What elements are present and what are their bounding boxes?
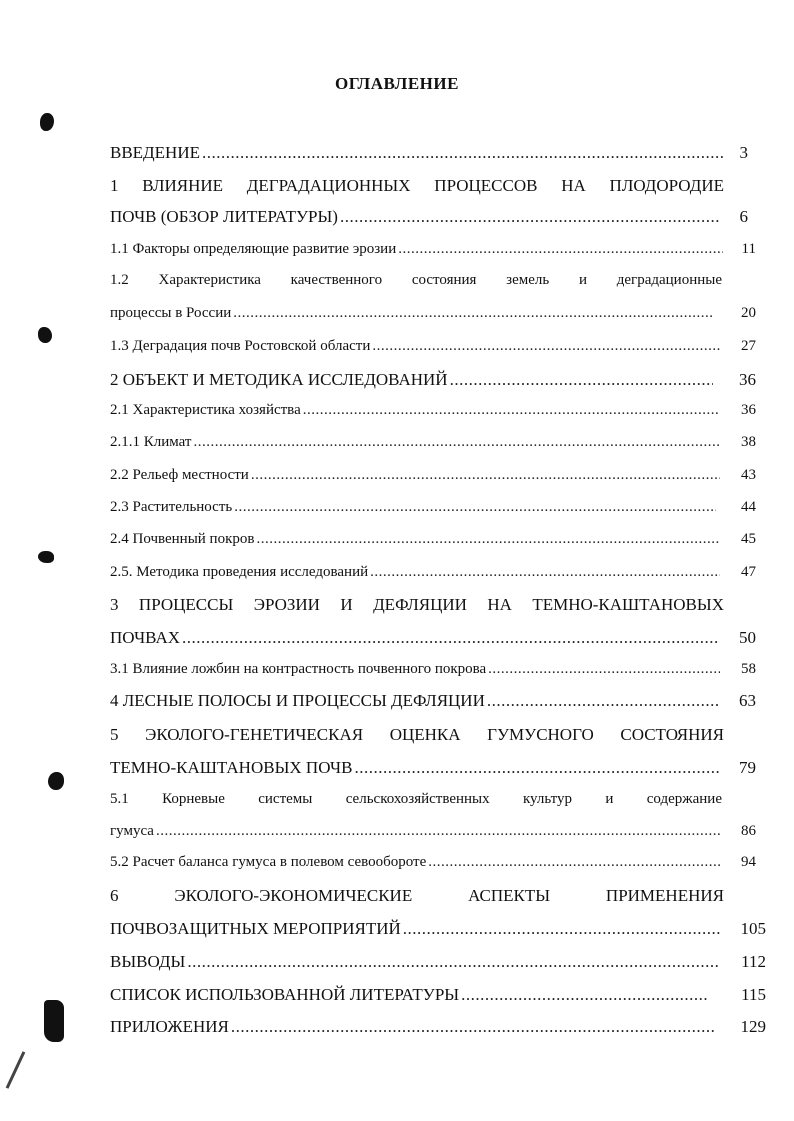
toc-entry-title-line1: 5.1 Корневые системы сельскохозяйственных культур и содержание: [110, 791, 722, 807]
toc-entry-title-line2: ПОЧВОЗАЩИТНЫХ МЕРОПРИЯТИЙ: [110, 919, 401, 938]
toc-page-number: 94: [741, 854, 756, 870]
toc-entry-title: 1.3 Деградация почв Ростовской области: [110, 338, 371, 354]
toc-entry: [110, 985, 710, 1007]
toc-entry: [110, 241, 725, 263]
toc-entry: [110, 919, 722, 941]
toc-entry: [110, 305, 716, 327]
toc-entry: [110, 402, 722, 424]
toc-page-number: 20: [741, 305, 756, 321]
toc-entry: [110, 207, 722, 229]
toc-entry-title: СПИСОК ИСПОЛЬЗОВАННОЙ ЛИТЕРАТУРЫ: [110, 985, 460, 1004]
toc-entry-title-line1: 3 ПРОЦЕССЫ ЭРОЗИИ И ДЕФЛЯЦИИ НА ТЕМНО-КАШТАНОВЫХ: [110, 595, 724, 614]
toc-entry-title-line1: 5 ЭКОЛОГО-ГЕНЕТИЧЕСКАЯ ОЦЕНКА ГУМУСНОГО СОСТОЯНИЯ: [110, 725, 724, 744]
toc-page-number: 50: [739, 628, 756, 647]
toc-page-number: 47: [741, 564, 756, 580]
toc-entry: [110, 467, 722, 489]
toc-page-number: 45: [741, 531, 756, 547]
toc-entry-title-line2: ПОЧВ (ОБЗОР ЛИТЕРАТУРЫ): [110, 207, 338, 226]
toc-page-number: 79: [739, 758, 756, 777]
toc-entry: [110, 691, 722, 713]
toc-entry-title: 2 ОБЪЕКТ И МЕТОДИКА ИССЛЕДОВАНИЙ: [110, 370, 448, 389]
toc-entry-title: 3.1 Влияние ложбин на контрастность почвенного покрова: [110, 661, 487, 677]
toc-page-number: 105: [740, 919, 766, 938]
page-title: ОГЛАВЛЕНИЕ: [335, 74, 459, 93]
toc-page-number: 112: [741, 952, 766, 971]
scan-smudge: [38, 327, 52, 343]
scan-smudge: [48, 772, 64, 790]
toc-entry: [110, 338, 722, 360]
toc-entry-title: ВВЕДЕНИЕ: [110, 143, 200, 162]
toc-entry-title-line1: 1.2 Характеристика качественного состояния земель и деградационные: [110, 272, 722, 288]
toc-page-number: 43: [741, 467, 756, 483]
toc-page-number: 6: [739, 207, 748, 226]
toc-entry: [110, 434, 722, 456]
toc-entry: [110, 499, 718, 521]
toc-page-number: 27: [741, 338, 756, 354]
toc-entry-title: 2.4 Почвенный покров: [110, 531, 255, 547]
toc-entry: [110, 531, 722, 553]
toc-entry-title: 5.2 Расчет баланса гумуса в полевом севообороте: [110, 854, 427, 870]
toc-entry: [110, 661, 722, 683]
toc-page-number: 36: [741, 402, 756, 418]
toc-entry: [110, 823, 722, 845]
toc-entry-title: 2.2 Рельеф местности: [110, 467, 249, 483]
toc-page-number: 115: [741, 985, 766, 1004]
toc-entry: [110, 758, 722, 780]
toc-entry-title-line1: 1 ВЛИЯНИЕ ДЕГРАДАЦИОННЫХ ПРОЦЕССОВ НА ПЛОДОРОДИЕ: [110, 176, 724, 195]
toc-entry: [110, 628, 722, 650]
toc-entry-title: 1.1 Факторы определяющие развитие эрозии: [110, 241, 397, 257]
toc-page-number: 36: [739, 370, 756, 389]
toc-page-number: 11: [741, 241, 756, 257]
toc-entry-title: 2.5. Методика проведения исследований: [110, 564, 369, 580]
toc-entry-title-line1: 6 ЭКОЛОГО-ЭКОНОМИЧЕСКИЕ АСПЕКТЫ ПРИМЕНЕНИЯ: [110, 886, 724, 905]
toc-entry-title: 2.3 Растительность: [110, 499, 233, 515]
toc-entry-title: ПРИЛОЖЕНИЯ: [110, 1017, 229, 1036]
toc-page-number: 63: [739, 691, 756, 710]
toc-entry-title: ВЫВОДЫ: [110, 952, 186, 971]
toc-entry-title-line2: процессы в России: [110, 305, 232, 321]
toc-entry-title-line2: гумуса: [110, 823, 154, 839]
toc-entry: [110, 370, 715, 392]
toc-page-number: 86: [741, 823, 756, 839]
scan-smudge: [44, 1000, 64, 1042]
toc-entry: [110, 564, 722, 586]
toc-entry-title: 2.1 Характеристика хозяйства: [110, 402, 301, 418]
toc-page-number: 58: [741, 661, 756, 677]
toc-page-number: 129: [740, 1017, 766, 1036]
toc-entry: [110, 952, 722, 974]
toc-entry-title: 2.1.1 Климат: [110, 434, 192, 450]
toc-entry-title-line2: ТЕМНО-КАШТАНОВЫХ ПОЧВ: [110, 758, 353, 777]
toc-entry-title-line2: ПОЧВАХ: [110, 628, 181, 647]
toc-entry: [110, 1017, 718, 1039]
toc-page-number: 44: [741, 499, 756, 515]
toc-page-number: 38: [741, 434, 756, 450]
toc-entry-title: 4 ЛЕСНЫЕ ПОЛОСЫ И ПРОЦЕССЫ ДЕФЛЯЦИИ: [110, 691, 485, 710]
toc-page-number: 3: [739, 143, 748, 162]
toc-entry: [110, 143, 725, 165]
scan-smudge: [38, 551, 54, 563]
toc-entry: [110, 854, 722, 876]
